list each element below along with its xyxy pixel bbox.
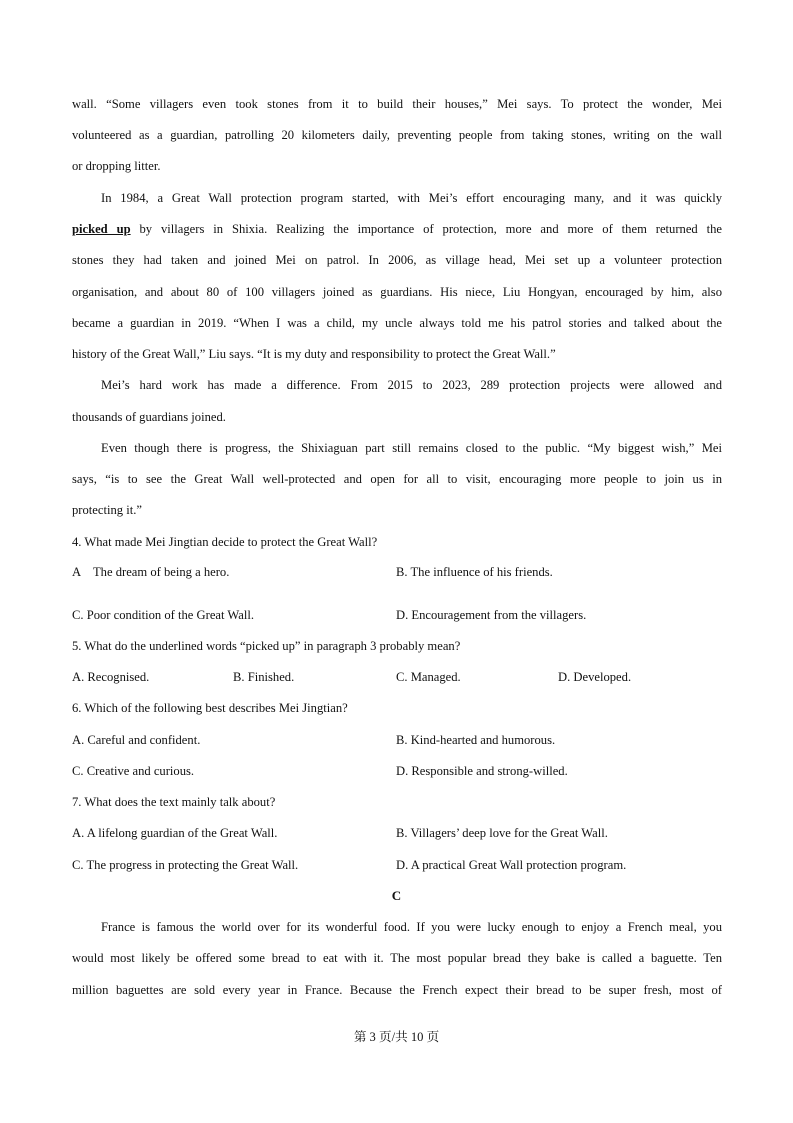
paragraph-text: by villagers in Shixia. Realizing the importance of protection, more and more of them returned the: [130, 222, 722, 236]
question-stem: 4. What made Mei Jingtian decide to protect the Great Wall?: [72, 535, 378, 549]
underlined-phrase: picked up: [72, 222, 131, 236]
paragraph-line: protecting it.”: [72, 503, 142, 517]
paragraph-line: history of the Great Wall,” Liu says. “It is my duty and responsibility to protect the Great Wall.”: [72, 347, 556, 361]
paragraph-line: million baguettes are sold every year in France. Because the French expect their bread to be super fresh, most of: [72, 983, 722, 997]
paragraph-line-with-underline: [72, 221, 722, 237]
paragraph-line: wall. “Some villagers even took stones from it to build their houses,” Mei says. To protect the wonder, Mei: [72, 97, 722, 111]
question-stem: 6. Which of the following best describes Mei Jingtian?: [72, 701, 348, 715]
page-number-footer: 第 3 页/共 10 页: [353, 1030, 440, 1044]
question-stem: 7. What does the text mainly talk about?: [72, 795, 276, 809]
paragraph-line: stones they had taken and joined Mei on patrol. In 2006, as village head, Mei set up a volunteer protection: [72, 253, 722, 267]
answer-option: C. The progress in protecting the Great Wall.: [72, 858, 299, 872]
answer-option: B. Finished.: [233, 670, 295, 684]
answer-option: D. Developed.: [558, 670, 632, 684]
answer-option: A. A lifelong guardian of the Great Wall.: [72, 826, 278, 840]
answer-option: C. Poor condition of the Great Wall.: [72, 608, 255, 622]
answer-option: B. Kind-hearted and humorous.: [396, 733, 556, 747]
answer-option: A. Recognised.: [72, 670, 150, 684]
answer-option: C. Creative and curious.: [72, 764, 195, 778]
answer-option: A. Careful and confident.: [72, 733, 201, 747]
section-heading: C: [391, 888, 402, 903]
paragraph-line: volunteered as a guardian, patrolling 20 kilometers daily, preventing people from taking stones, writing on the wall: [72, 128, 722, 142]
answer-option: B. The influence of his friends.: [396, 565, 553, 579]
paragraph-line: organisation, and about 80 of 100 villagers joined as guardians. His niece, Liu Hongyan, encouraged by him, also: [72, 285, 722, 299]
paragraph-line: says, “is to see the Great Wall well-protected and open for all to visit, encouraging more people to join us in: [72, 472, 722, 486]
answer-option: A The dream of being a hero.: [72, 565, 230, 579]
answer-option: D. A practical Great Wall protection program.: [396, 858, 627, 872]
paragraph-line: became a guardian in 2019. “When I was a child, my uncle always told me his patrol stories and talked about the: [72, 316, 722, 330]
paragraph-line: thousands of guardians joined.: [72, 410, 226, 424]
paragraph-line: or dropping litter.: [72, 159, 161, 173]
paragraph-line: Even though there is progress, the Shixiaguan part still remains closed to the public. “My biggest wish,” Mei: [101, 441, 722, 455]
answer-option: D. Responsible and strong-willed.: [396, 764, 568, 778]
answer-option: D. Encouragement from the villagers.: [396, 608, 587, 622]
answer-option: C. Managed.: [396, 670, 461, 684]
paragraph-line: Mei’s hard work has made a difference. From 2015 to 2023, 289 protection projects were allowed and: [101, 378, 722, 392]
paragraph-line: would most likely be offered some bread to eat with it. The most popular bread they bake is called a baguette. Ten: [72, 951, 722, 965]
answer-option: B. Villagers’ deep love for the Great Wall.: [396, 826, 608, 840]
paragraph-line: France is famous the world over for its wonderful food. If you were lucky enough to enjoy a French meal, you: [101, 920, 722, 934]
question-stem: 5. What do the underlined words “picked up” in paragraph 3 probably mean?: [72, 639, 461, 653]
paragraph-line: In 1984, a Great Wall protection program started, with Mei’s effort encouraging many, and it was quickly: [101, 191, 722, 205]
